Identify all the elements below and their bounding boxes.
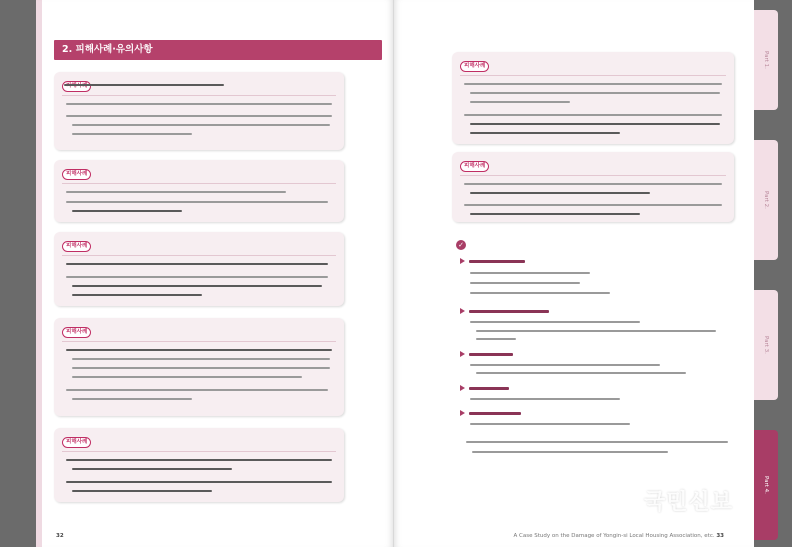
checklist-step: [460, 385, 509, 391]
case-box-2: [54, 160, 344, 222]
case-tag: 피해사례: [460, 161, 489, 172]
checklist-step: [460, 308, 549, 314]
side-tab-strip: [754, 0, 792, 547]
side-tab-label: Part 2.: [763, 191, 769, 209]
side-tab-label: Part 1.: [763, 51, 769, 69]
case-tag: 피해사례: [62, 241, 91, 252]
case-tag: 피해사례: [62, 437, 91, 448]
checklist-heading: [456, 240, 469, 250]
logo-mark-icon: [612, 482, 640, 518]
side-tab-part-3[interactable]: [754, 290, 778, 400]
case-box-3: [54, 232, 344, 306]
side-tab-part-2[interactable]: [754, 140, 778, 260]
left-page-edge-tab: [36, 0, 42, 547]
case-box-6: [452, 52, 734, 144]
case-box-5: [54, 428, 344, 502]
right-page-number: 33: [716, 533, 724, 539]
case-box-7: [452, 152, 734, 222]
side-tab-part-1[interactable]: [754, 10, 778, 110]
side-tab-label: Part 3.: [763, 336, 769, 354]
case-tag: 피해사례: [62, 327, 91, 338]
case-box-1: [54, 72, 344, 150]
case-tag: 피해사례: [460, 61, 489, 72]
left-page-number: 32: [56, 533, 64, 539]
right-footer: [514, 533, 724, 539]
side-tab-label: Part 4.: [763, 476, 769, 494]
right-footer-text: A Case Study on the Damage of Yongin-si Local Housing Association, etc.: [513, 533, 715, 539]
logo-text: 국민신보: [644, 489, 734, 515]
check-circle-icon: ✓: [456, 240, 466, 250]
checklist-step: [460, 410, 521, 416]
checklist-step: [460, 351, 513, 357]
checklist-step: [460, 258, 525, 264]
side-tab-part-4[interactable]: [754, 430, 778, 540]
left-footer: [56, 533, 64, 539]
case-tag: 피해사례: [62, 169, 91, 180]
case-box-4: [54, 318, 344, 416]
section-heading: 2. 피해사례·유의사항: [54, 40, 382, 60]
case-tag: [62, 81, 91, 92]
publisher-logo: [612, 478, 750, 522]
